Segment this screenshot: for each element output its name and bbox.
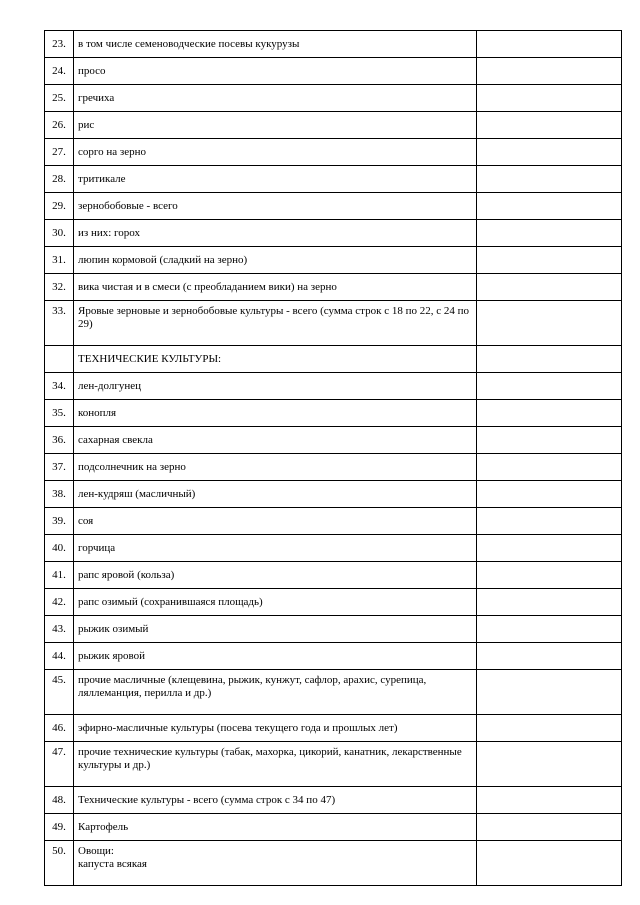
row-number: 32. [45,274,74,301]
row-number: 27. [45,139,74,166]
row-number: 46. [45,715,74,742]
table-row [45,166,622,193]
crop-name-cell [74,643,477,670]
value-input-cell[interactable] [477,193,622,220]
row-number: 43. [45,616,74,643]
row-number: 42. [45,589,74,616]
table-row [45,841,622,886]
value-input-cell[interactable] [477,301,622,346]
crop-name: ТЕХНИЧЕСКИЕ КУЛЬТУРЫ: [78,353,222,365]
row-number: 41. [45,562,74,589]
row-number: 39. [45,508,74,535]
crop-name-cell [74,481,477,508]
value-input-cell[interactable] [477,508,622,535]
crop-name-cell [74,139,477,166]
table-row [45,85,622,112]
table-row [45,535,622,562]
crop-table-body [45,31,622,886]
crop-name-cell [74,274,477,301]
crop-name: эфирно-масличные культуры (посева текущего года и прошлых лет) [78,722,398,734]
row-number [45,346,74,373]
table-row [45,31,622,58]
value-input-cell[interactable] [477,85,622,112]
crop-name-cell [74,589,477,616]
row-number: 40. [45,535,74,562]
crop-name-cell [74,427,477,454]
crop-name: сорго на зерно [78,146,147,158]
crop-name-cell [74,247,477,274]
crop-name-cell [74,535,477,562]
crop-table [44,30,622,886]
value-input-cell[interactable] [477,814,622,841]
table-row [45,301,622,346]
table-row [45,481,622,508]
crop-name: люпин кормовой (сладкий на зерно) [78,254,248,266]
row-number: 33. [45,301,74,346]
crop-name: сахарная свекла [78,434,153,446]
value-input-cell[interactable] [477,166,622,193]
crop-name-cell [74,166,477,193]
crop-subname: капуста всякая [78,858,147,870]
crop-name: лен-кудряш (масличный) [78,488,196,500]
table-row [45,400,622,427]
crop-name: Технические культуры - всего (сумма строк с 34 по 47) [78,794,336,806]
value-input-cell[interactable] [477,112,622,139]
value-input-cell[interactable] [477,31,622,58]
table-row [45,220,622,247]
crop-name: Яровые зерновые и зернобобовые культуры - всего (сумма строк с 18 по 22, с 24 по 29) [78,305,470,330]
crop-name: просо [78,65,106,77]
crop-name: Овощи: [78,845,114,857]
table-row [45,247,622,274]
crop-name: прочие технические культуры (табак, махорка, цикорий, канатник, лекарственные культуры и др.) [78,746,462,771]
crop-name-cell [74,31,477,58]
row-number: 23. [45,31,74,58]
table-row [45,562,622,589]
value-input-cell[interactable] [477,670,622,715]
value-input-cell[interactable] [477,787,622,814]
table-row [45,193,622,220]
table-row [45,274,622,301]
crop-name: рыжик озимый [78,623,149,635]
value-input-cell[interactable] [477,139,622,166]
crop-name: подсолнечник на зерно [78,461,186,473]
row-number: 49. [45,814,74,841]
value-input-cell[interactable] [477,616,622,643]
value-input-cell[interactable] [477,454,622,481]
value-input-cell[interactable] [477,400,622,427]
table-row [45,346,622,373]
table-row [45,742,622,787]
row-number: 26. [45,112,74,139]
value-input-cell[interactable] [477,346,622,373]
table-row [45,787,622,814]
row-number: 45. [45,670,74,715]
value-input-cell[interactable] [477,715,622,742]
crop-name-cell [74,400,477,427]
value-input-cell[interactable] [477,373,622,400]
value-input-cell[interactable] [477,247,622,274]
table-row [45,670,622,715]
table-row [45,715,622,742]
row-number: 35. [45,400,74,427]
crop-name-cell [74,85,477,112]
crop-name-cell [74,373,477,400]
table-row [45,508,622,535]
crop-name-cell [74,346,477,373]
crop-name: зернобобовые - всего [78,200,178,212]
row-number: 24. [45,58,74,85]
crop-name-cell [74,616,477,643]
crop-name-cell [74,562,477,589]
row-number: 31. [45,247,74,274]
row-number: 36. [45,427,74,454]
crop-name: вика чистая и в смеси (с преобладанием вики) на зерно [78,281,337,293]
value-input-cell[interactable] [477,589,622,616]
table-row [45,58,622,85]
crop-name-cell [74,112,477,139]
crop-name: конопля [78,407,117,419]
value-input-cell[interactable] [477,274,622,301]
table-row [45,454,622,481]
row-number: 30. [45,220,74,247]
row-number: 28. [45,166,74,193]
crop-name: соя [78,515,94,527]
crop-name: тритикале [78,173,126,185]
crop-name-cell [74,508,477,535]
value-input-cell[interactable] [477,58,622,85]
crop-name-cell [74,670,477,715]
crop-name-cell [74,454,477,481]
row-number: 44. [45,643,74,670]
crop-name-cell [74,301,477,346]
table-row [45,139,622,166]
table-row [45,616,622,643]
value-input-cell[interactable] [477,841,622,886]
value-input-cell[interactable] [477,742,622,787]
value-input-cell[interactable] [477,643,622,670]
value-input-cell[interactable] [477,220,622,247]
table-row [45,427,622,454]
crop-name: прочие масличные (клещевина, рыжик, кунжут, сафлор, арахис, сурепица, ляллеманция, перилла и др.) [78,674,427,699]
crop-name-cell [74,58,477,85]
row-number: 47. [45,742,74,787]
crop-name: рис [78,119,95,131]
crop-name-cell [74,814,477,841]
row-number: 50. [45,841,74,886]
crop-name: Картофель [78,821,129,833]
table-row [45,589,622,616]
crop-name: горчица [78,542,116,554]
crop-name-cell [74,841,477,886]
crop-name-cell [74,787,477,814]
table-row [45,643,622,670]
crop-name: гречиха [78,92,115,104]
value-input-cell[interactable] [477,481,622,508]
row-number: 37. [45,454,74,481]
value-input-cell[interactable] [477,562,622,589]
value-input-cell[interactable] [477,535,622,562]
crop-name-cell [74,193,477,220]
row-number: 25. [45,85,74,112]
crop-name: рыжик яровой [78,650,146,662]
crop-name-cell [74,715,477,742]
crop-name: в том числе семеноводческие посевы кукурузы [78,38,300,50]
crop-name: из них: горох [78,227,141,239]
value-input-cell[interactable] [477,427,622,454]
crop-area-form [44,30,612,886]
row-number: 29. [45,193,74,220]
row-number: 48. [45,787,74,814]
crop-name-cell [74,220,477,247]
crop-name: рапс яровой (кольза) [78,569,175,581]
row-number: 34. [45,373,74,400]
table-row [45,112,622,139]
table-row [45,814,622,841]
crop-name: лен-долгунец [78,380,142,392]
table-row [45,373,622,400]
row-number: 38. [45,481,74,508]
crop-name: рапс озимый (сохранившаяся площадь) [78,596,263,608]
crop-name-cell [74,742,477,787]
